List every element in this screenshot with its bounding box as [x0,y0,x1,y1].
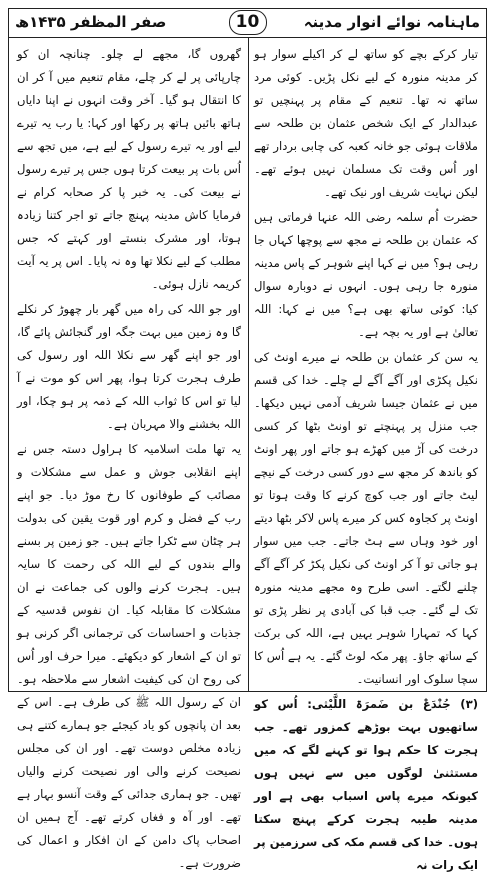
paragraph: تیار کرکے بچے کو ساتھ لے کر اکیلے سوار ہو کر مدینہ منورہ کے لیے نکل پڑیں۔ کوئی مرد ساتھ نہ تھا۔ تنعیم کے مقام پر پہنچیں تو عبدالدار کے ایک شخص عثمان بن طلحہ سے ملاقات ہوئی جو خانہ کعبہ کی چابی بردار تھے اور اُس وقت تک مسلمان نہیں ہوئے تھے۔ لیکن نہایت شریف اور نیک تھے۔ [254,47,478,199]
section-paragraph: (۳) جُنْدَعْ بن ضَمرَۃ اللَّیْثی: اُس کو ساتھیوں بہت بوڑھے کمزور تھے۔ جب ہجرت کا حکم ہوا تو کہنے لگے کہ میں مستثنیٰ لوگوں میں سے نہیں ہوں کیونکہ میرے پاس اسباب بھی ہے اور مدینہ طیبہ ہجرت کرکے پہنچ سکتا ہوں۔ خدا کی قسم مکہ کی سرزمین پر ایک رات نہ [254,697,478,872]
paragraph: حضرت اُم سلمہ رضی اللہ عنہا فرماتی ہیں کہ عثمان بن طلحہ نے مجھ سے پوچھا کہاں جا رہی ہو؟ میں نے کہا اپنے شوہر کے پاس مدینہ منورہ جا رہی ہوں۔ انہوں نے دوبارہ سوال کیا: کوئی ساتھ بھی ہے؟ میں نے کہا: اللہ تعالیٰ ہے اور یہ بچہ ہے۔ [254,210,478,339]
page-frame [8,8,487,872]
page-header [9,9,486,38]
paragraph: گھروں گا، مجھے لے چلو۔ چنانچہ ان کو چارپائی پر لے کر چلے، مقام تنعیم میں آ کر ان کا انتقال ہو گیا۔ آخر وقت انہوں نے اپنا دایاں ہاتھ بائیں ہاتھ پر رکھا اور کہا: یا رب یہ تیرے لیے اور یہ تیرے رسول کے لیے ہے، میں تجھ سے اُس بات پر بیعت کرتا ہوں جس پر تیرے رسول نے بیعت کی۔ یہ خبر پا کر صحابہ کرام نے فرمایا کاش مدینہ پہنچ جاتے تو اجر کتنا زیادہ ہوتا، اور مشرک بنستے اور کہتے کہ جس مطلب کے لیے نکلا تھا وہ نہ پایا۔ اس پر یہ آیت کریمہ نازل ہوئی۔ [17,47,241,291]
issue-date: صفر المظفر ۱۴۳۵ھ [15,13,167,31]
magazine-title: ماہنامہ نوائے انوار مدینہ [303,13,480,31]
page-number-badge: 10 [229,10,267,35]
right-text-column [254,43,478,872]
paragraph: اور جو اللہ کی راہ میں گھر بار چھوڑ کر نکلے گا وہ زمین میں بہت جگہ اور گنجائش پائے گا، اور جو اپنے گھر سے نکلا اللہ اور رسول کی طرف ہجرت کرتا ہوا، پھر اس کو موت نے آ لیا تو اس کا ثواب اللہ کے ذمہ پر ہو چکا، اور اللہ بخشنے والا مہربان ہے۔ [17,302,241,431]
paragraph: یہ تھا ملت اسلامیہ کا ہراول دستہ جس نے اپنے انقلابی جوش و عمل سے مشکلات و مصائب کے طوفانوں کا رخ موڑ دیا۔ جو اپنے رب کے فضل و کرم اور قوت یقین کی بدولت ہر چٹان سے ٹکرا جاتے ہیں۔ جو زمین پر بسنے والے بندوں کے لیے اللہ کی رحمت کا سایہ ہیں۔ ہجرت کرنے والوں کی جماعت نے ان مشکلات کا مقابلہ کیا۔ ان نفوس قدسیہ کے جذبات و احساسات کی ترجمانی اگر کرنی ہو تو ان کے اشعار کو دیکھئے۔ میرا حرف اور اُس کی روح ان کی کیفیت اشعار سے ملاحظہ ہو۔ ان کے رسول اللہ ﷺ کی طرف ہے۔ اس کے بعد ان پانچوں کو یاد کیجئے جو ہمارے کتنے ہی زیادہ مخلص دوست تھے۔ اور ان کی مجلس نصیحت کرنے والی اور نصیحت کرنے والیاں تھیں۔ جو ہماری جدائی کے وقت آنسو بہار ہے تھے۔ اور آہ و فغاں کرتے تھے۔ آج ہمیں ان اصحاب پاک دامن کے ان افکار و اعمال کی ضرورت ہے۔ [17,442,241,870]
paragraph: یہ سن کر عثمان بن طلحہ نے میرے اونٹ کی نکیل پکڑی اور آگے آگے لے چلے۔ خدا کی قسم میں نے عثمان جیسا شریف آدمی نہیں دیکھا۔ جب منزل پر پہنچتے تو اونٹ بٹھا کر کسی درخت کی آڑ میں کھڑے ہو جاتے اور پھر اونٹ کو باندھ کر مجھ سے دور کسی درخت کے نیچے لیٹ جاتے اور جب کوچ کرنے کا وقت ہوتا تو اونٹ پر کجاوہ کس کر میرے پاس لاکر بٹھا دیتے اور خود وہاں سے ہٹ جاتے۔ جب میں سوار ہو جاتی تو آ کر اونٹ کی نکیل پکڑ کر آگے آگے چلنے لگتے۔ اسی طرح وہ مجھے مدینہ منورہ تک لے گئے۔ جب قبا کی آبادی پر نظر پڑی تو کہا کہ تمہارا شوہر یہیں ہے، اللہ کی برکت کے ساتھ جاؤ۔ پھر مکہ لوٹ گئے۔ یہ ہے اُس کا سچا سلوک اور انسانیت۔ [254,350,478,686]
column-divider [248,37,249,691]
left-text-column [17,43,241,870]
